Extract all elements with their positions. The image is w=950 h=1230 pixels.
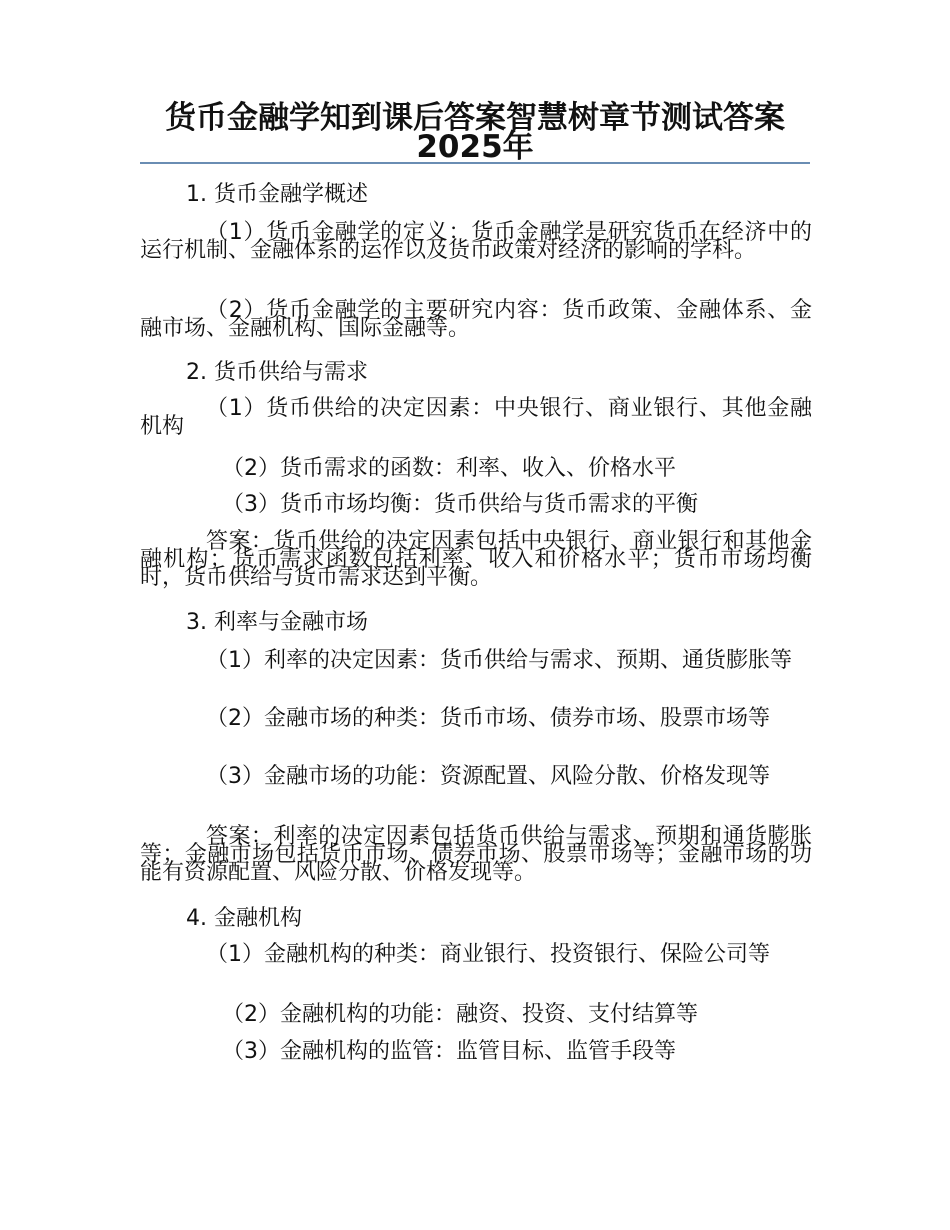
section-heading-2: 2. 货币供给与需求 xyxy=(186,360,368,385)
section-2-item-3: （3）货币市场均衡：货币供给与货币需求的平衡 xyxy=(222,492,698,517)
section-heading-4: 4. 金融机构 xyxy=(186,906,302,931)
section-2-answer: 答案：货币供给的决定因素包括中央银行、商业银行和其他金融机构；货币需求函数包括利率、收入和价格水平；货币市场均衡时，货币供给与货币需求达到平衡。 xyxy=(140,529,812,590)
section-heading-1: 1. 货币金融学概述 xyxy=(186,182,368,207)
section-2-item-2: （2）货币需求的函数：利率、收入、价格水平 xyxy=(222,456,676,481)
document-title: 货币金融学知到课后答案智慧树章节测试答案2025年 xyxy=(165,100,785,165)
section-3-item-3: （3）金融市场的功能：资源配置、风险分散、价格发现等 xyxy=(206,764,770,789)
title-underline xyxy=(140,162,810,164)
section-1-item-1: （1）货币金融学的定义：货币金融学是研究货币在经济中的运行机制、金融体系的运作以及货币政策对经济的影响的学科。 xyxy=(140,220,812,263)
section-4-item-3: （3）金融机构的监管：监管目标、监管手段等 xyxy=(222,1039,676,1064)
section-4-item-1: （1）金融机构的种类：商业银行、投资银行、保险公司等 xyxy=(206,942,770,967)
section-3-item-2: （2）金融市场的种类：货币市场、债券市场、股票市场等 xyxy=(206,706,770,731)
section-2-item-1: （1）货币供给的决定因素：中央银行、商业银行、其他金融机构 xyxy=(140,396,812,439)
section-4-item-2: （2）金融机构的功能：融资、投资、支付结算等 xyxy=(222,1002,698,1027)
section-3-item-1: （1）利率的决定因素：货币供给与需求、预期、通货膨胀等 xyxy=(206,648,792,673)
section-heading-3: 3. 利率与金融市场 xyxy=(186,610,368,635)
section-1-item-2: （2）货币金融学的主要研究内容：货币政策、金融体系、金融市场、金融机构、国际金融等。 xyxy=(140,298,812,341)
section-3-answer: 答案：利率的决定因素包括货币供给与需求、预期和通货膨胀等；金融市场包括货币市场、债券市场、股票市场等；金融市场的功能有资源配置、风险分散、价格发现等。 xyxy=(140,824,812,885)
